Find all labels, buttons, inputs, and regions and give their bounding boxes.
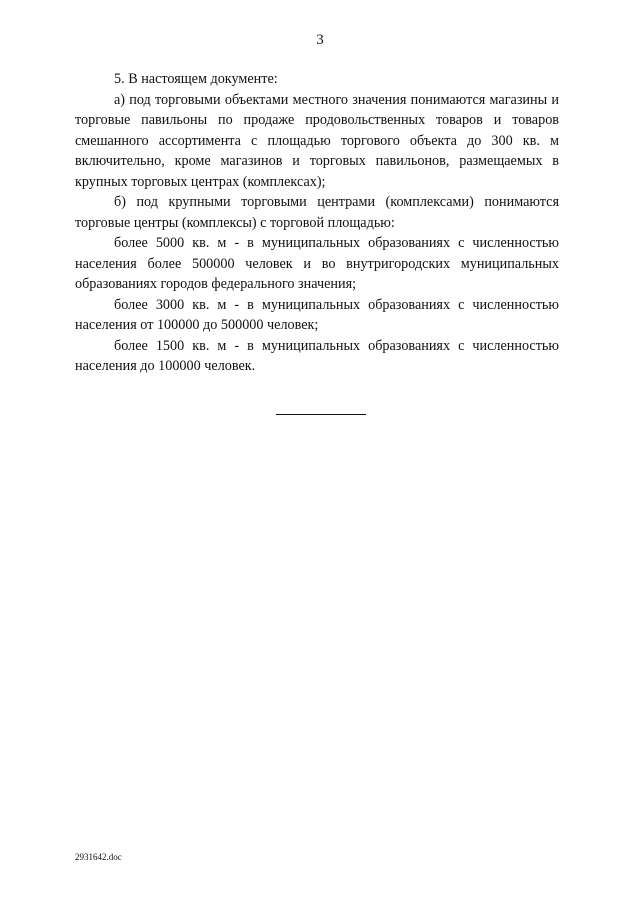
- end-separator-line: [276, 414, 366, 415]
- paragraph-a-local-objects: а) под торговыми объектами местного значения понимаются магазины и торговые павильоны по продаже продовольственных товаров и товаров смешанного ассортимента с площадью торгового объекта до 300 кв. м включительно, кроме магазинов и торговых павильонов, размещаемых в крупных торговых центрах (комплексах);: [75, 91, 559, 190]
- paragraph-over-3000: более 3000 кв. м - в муниципальных образованиях с численностью населения от 100000 до 500000 человек;: [75, 296, 559, 333]
- paragraph-over-1500: более 1500 кв. м - в муниципальных образованиях с численностью населения до 100000 человек.: [75, 337, 559, 374]
- paragraph-b-large-centers: б) под крупными торговыми центрами (комплексами) понимаются торговые центры (комплексы) с торговой площадью:: [75, 194, 559, 231]
- footer-document-code: 2931642.doc: [75, 852, 122, 862]
- paragraph-over-5000: более 5000 кв. м - в муниципальных образованиях с численностью населения более 500000 человек и во внутригородских муниципальных образованиях городов федерального значения;: [75, 235, 559, 292]
- document-body: [75, 69, 559, 377]
- paragraph-5-intro: 5. В настоящем документе:: [114, 71, 278, 87]
- page-number: 3: [316, 32, 324, 48]
